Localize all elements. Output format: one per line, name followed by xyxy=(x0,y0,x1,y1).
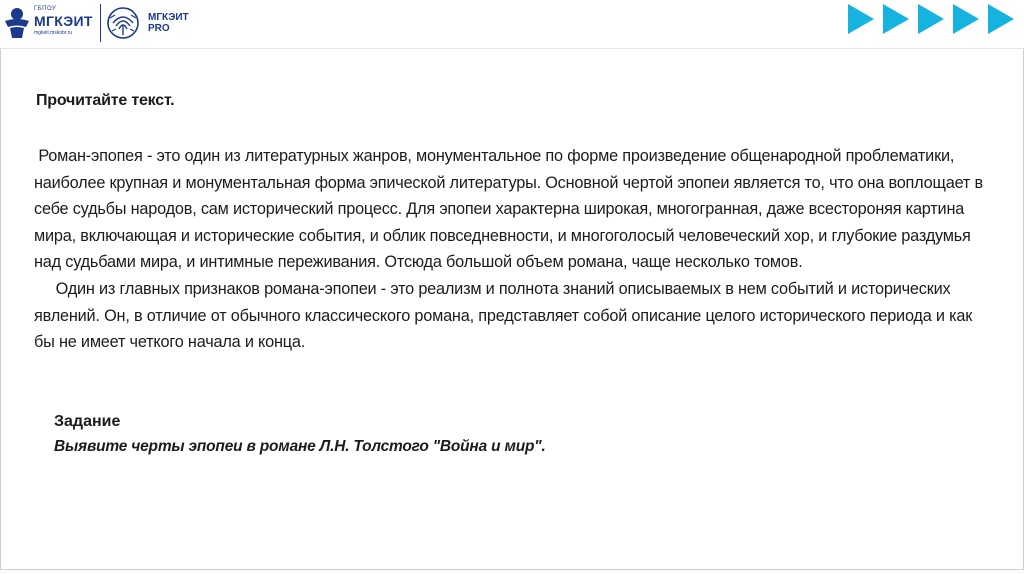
task-title: Задание xyxy=(54,413,121,430)
slide-heading: Прочитайте текст. xyxy=(36,92,175,109)
arrow-right-icon xyxy=(918,4,944,34)
arrow-right-icon xyxy=(848,4,874,34)
header xyxy=(0,0,1024,48)
arrow-right-icon xyxy=(883,4,909,34)
logo-pro-name: МГКЭИТ xyxy=(148,12,189,23)
mgkeit-pro-logo[interactable] xyxy=(106,6,206,40)
task-text: Выявите черты эпопеи в романе Л.Н. Толстого "Война и мир". xyxy=(54,438,546,455)
mgkeit-emblem-icon xyxy=(2,7,32,39)
logo-subtitle: ГБПОУ xyxy=(34,6,57,12)
arrow-right-icon xyxy=(988,4,1014,34)
arrow-right-icon xyxy=(953,4,979,34)
fingerprint-globe-icon xyxy=(106,6,140,40)
logo-name: МГКЭИТ xyxy=(34,13,93,29)
logo-url: mgkeit.mskobr.ru xyxy=(34,30,73,36)
logo-pro-suffix: PRO xyxy=(148,23,170,34)
nav-arrows xyxy=(848,4,1014,34)
mgkeit-logo[interactable] xyxy=(2,5,102,41)
paragraph-2: Один из главных признаков романа-эпопеи - это реализм и полнота знаний описываемых в нем событий и исторических явлений. Он, в отличие от обычного классического романа, представляет собой описание целого исторического периода и как бы не имеет четкого начала и конца. xyxy=(34,279,973,352)
body-text xyxy=(34,143,994,356)
logo-divider xyxy=(100,4,101,42)
paragraph-1: Роман-эпопея - это один из литературных жанров, монументальное по форме произведение общенародной проблематики, наиболее крупная и монументальная форма эпической литературы. Основной чертой эпопеи является то, что она воплощает в себе судьбы народов, сам исторический процесс. Для эпопеи характерна широкая, многогранная, даже всестороняя картина мира, включающая и исторические события, и облик повседневности, и многоголосый человеческий хор, и глубокие раздумья над судьбами мира, и интимные переживания. Отсюда большой объем романа, чаще несколько томов. xyxy=(34,147,983,272)
